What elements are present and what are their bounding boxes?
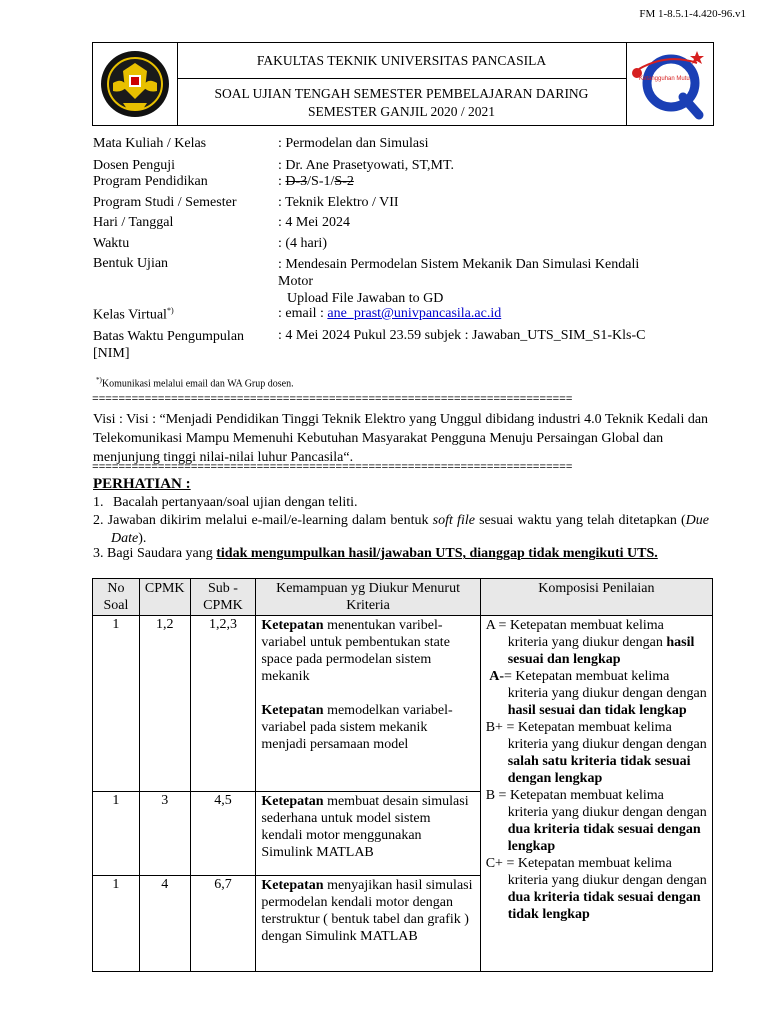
instruction-1 bbox=[93, 494, 709, 512]
kemampuan-text: memodelkan variabel-variabel pada sistem mekanik menjadi persamaan model bbox=[261, 703, 453, 752]
exam-title-line2: SEMESTER GANJIL 2020 / 2021 bbox=[307, 104, 495, 119]
cell-cpmk: 1,2 bbox=[139, 616, 190, 792]
cell-komposisi bbox=[480, 616, 712, 972]
grade-a-minus-bold: hasil sesuai dan tidak lengkap bbox=[507, 703, 687, 718]
value-hari: : 4 Mei 2024 bbox=[278, 215, 350, 230]
cell-no: 1 bbox=[93, 792, 140, 876]
cell-cpmk: 4 bbox=[139, 876, 190, 972]
cell-sub: 1,2,3 bbox=[190, 616, 256, 792]
batas-label-line1: Batas Waktu Pengumpulan bbox=[93, 329, 245, 344]
value-bentuk bbox=[278, 256, 639, 307]
grade-c-plus-bold: dua kriteria tidak sesuai dengan tidak lengkap bbox=[507, 890, 701, 922]
instruction-3-bold: tidak mengumpulkan hasil/jawaban UTS, dianggap tidak mengikuti UTS. bbox=[216, 546, 658, 561]
footnote-sup: *) bbox=[96, 376, 102, 384]
kemampuan-item bbox=[261, 702, 474, 753]
exam-title bbox=[177, 79, 626, 121]
kemampuan-text: membuat desain simulasi sederhana untuk model sistem kendali motor menggunakan Simulink MATLAB bbox=[261, 794, 469, 860]
program-d3: D-3 bbox=[285, 174, 308, 189]
kelas-sup: *) bbox=[166, 306, 174, 315]
label-dosen: Dosen Penguji bbox=[93, 158, 176, 173]
header-title-block bbox=[177, 43, 627, 125]
quality-logo bbox=[627, 43, 713, 125]
q-logo-text: Ketangguhan Mutu bbox=[639, 76, 690, 82]
cell-no: 1 bbox=[93, 616, 140, 792]
instruction-2-c: ). bbox=[138, 531, 147, 546]
instruction-1-text: Bacalah pertanyaan/soal ujian dengan teliti. bbox=[113, 495, 358, 510]
grade-a-minus bbox=[486, 668, 707, 719]
grade-a-minus-label: A- bbox=[489, 669, 504, 684]
instruction-2-num: 2. bbox=[93, 513, 104, 528]
value-waktu: : (4 hari) bbox=[278, 236, 327, 251]
q-quality-icon bbox=[627, 43, 713, 125]
kemampuan-bold: Ketepatan bbox=[261, 878, 324, 893]
grade-b-bold: dua kriteria tidak sesuai dengan lengkap bbox=[507, 822, 701, 854]
grade-a-bold: hasil sesuai dan lengkap bbox=[507, 635, 695, 667]
kemampuan-bold: Ketepatan bbox=[261, 703, 324, 718]
cell-kemampuan bbox=[256, 616, 480, 792]
label-bentuk: Bentuk Ujian bbox=[93, 256, 169, 271]
faculty-name: FAKULTAS TEKNIK UNIVERSITAS PANCASILA bbox=[177, 43, 626, 79]
kelas-prefix: : email : bbox=[278, 306, 328, 321]
value-dosen: : Dr. Ane Prasetyowati, ST,MT. bbox=[278, 158, 455, 173]
assessment-table bbox=[92, 578, 713, 972]
cell-cpmk: 3 bbox=[139, 792, 190, 876]
label-program: Program Pendidikan bbox=[93, 174, 208, 189]
grade-b-plus-text: B+ = Ketepatan membuat kelima kriteria yang diukur dengan dengan bbox=[485, 720, 707, 752]
value-program bbox=[278, 174, 354, 190]
value-mata-kuliah: : Permodelan dan Simulasi bbox=[278, 136, 429, 151]
instruction-2-b: sesuai waktu yang telah ditetapkan ( bbox=[474, 513, 686, 528]
instruction-3-num: 3. bbox=[93, 546, 104, 561]
header-sub-cpmk: Sub - CPMK bbox=[190, 579, 256, 616]
kelas-label-text: Kelas Virtual bbox=[93, 307, 167, 323]
grade-b bbox=[486, 787, 707, 855]
cell-sub: 4,5 bbox=[190, 792, 256, 876]
cell-no: 1 bbox=[93, 876, 140, 972]
label-kelas-virtual bbox=[93, 306, 174, 324]
university-logo bbox=[93, 43, 178, 125]
kemampuan-text: menentukan varibel-variabel untuk pembentukan state space pada permodelan sistem mekanik bbox=[261, 618, 450, 684]
instruction-3-a: Bagi Saudara yang bbox=[107, 546, 217, 561]
bentuk-line1: : Mendesain Permodelan Sistem Mekanik Dan Simulasi Kendali bbox=[278, 257, 640, 272]
label-waktu: Waktu bbox=[93, 236, 130, 251]
grade-b-plus-bold: salah satu kriteria tidak sesuai dengan lengkap bbox=[507, 754, 691, 786]
cell-sub: 6,7 bbox=[190, 876, 256, 972]
grade-b-plus bbox=[486, 719, 707, 787]
label-batas bbox=[93, 328, 244, 362]
table-row bbox=[93, 616, 713, 792]
value-batas: : 4 Mei 2024 Pukul 23.59 subjek : Jawaban_UTS_SIM_S1-Kls-C bbox=[278, 328, 646, 343]
value-kelas-virtual bbox=[278, 306, 501, 322]
label-mata-kuliah: Mata Kuliah / Kelas bbox=[93, 136, 207, 151]
form-code: FM 1-8.5.1-4.420-96.v1 bbox=[639, 8, 746, 20]
kemampuan-bold: Ketepatan bbox=[261, 794, 324, 809]
grade-b-text: B = Ketepatan membuat kelima kriteria yang diukur dengan dengan bbox=[485, 788, 707, 820]
document-header bbox=[92, 42, 714, 126]
grade-c-plus-text: C+ = Ketepatan membuat kelima kriteria yang diukur dengan dengan bbox=[485, 856, 707, 888]
header-kemampuan: Kemampuan yg Diukur Menurut Kriteria bbox=[256, 579, 480, 616]
bentuk-line2: Motor bbox=[278, 274, 313, 289]
grade-a-minus-text: = Ketepatan membuat kelima kriteria yang diukur dengan dengan bbox=[504, 669, 707, 701]
footnote-text: Komunikasi melalui email dan WA Grup dosen. bbox=[101, 378, 294, 390]
label-prodi: Program Studi / Semester bbox=[93, 195, 237, 210]
grade-a-text: A = Ketepatan membuat kelima kriteria yang diukur dengan bbox=[485, 618, 667, 650]
label-hari: Hari / Tanggal bbox=[93, 215, 174, 230]
cell-kemampuan bbox=[256, 792, 480, 876]
kemampuan-bold: Ketepatan bbox=[261, 618, 324, 633]
program-s2: S-2 bbox=[334, 174, 354, 189]
program-s1: /S-1/ bbox=[307, 174, 335, 189]
separator-bottom: ========================================================================= bbox=[92, 462, 573, 474]
separator-top: ========================================================================= bbox=[92, 394, 573, 406]
kemampuan-item bbox=[261, 617, 474, 685]
cell-kemampuan bbox=[256, 876, 480, 972]
program-prefix: : bbox=[278, 174, 286, 189]
visi-statement: Visi : Visi : “Menjadi Pendidikan Tinggi Teknik Elektro yang Unggul dibidang industri 4.0 Teknik Kedali dan Telekomunikasi Mampu Memenuhi Kebutuhan Masyarakat Pengguna Menuju Persaingan Global dan menjunjung tinggi nilai-nilai luhur Pancasila“. bbox=[93, 412, 709, 465]
header-cpmk: CPMK bbox=[139, 579, 190, 616]
batas-label-line2: [NIM] bbox=[93, 346, 130, 361]
instruction-2-soft: soft file bbox=[432, 513, 475, 528]
grade-c-plus bbox=[486, 855, 707, 923]
exam-title-line1: SOAL UJIAN TENGAH SEMESTER PEMBELAJARAN DARING bbox=[214, 86, 589, 101]
bentuk-line3: Upload File Jawaban to GD bbox=[287, 291, 444, 306]
instruction-3 bbox=[93, 545, 709, 563]
footnote bbox=[96, 376, 294, 389]
garuda-emblem-icon bbox=[93, 43, 177, 125]
value-prodi: : Teknik Elektro / VII bbox=[278, 195, 399, 210]
instruction-1-num: 1. bbox=[93, 495, 104, 510]
perhatian-heading: PERHATIAN : bbox=[93, 476, 191, 492]
instruction-2 bbox=[93, 512, 709, 548]
instruction-2-a: Jawaban dikirim melalui e-mail/e-learning dalam bentuk bbox=[107, 513, 433, 528]
kemampuan-text: menyajikan hasil simulasi permodelan kendali motor dengan terstruktur ( bentuk tabel dan grafik ) dengan Simulink MATLAB bbox=[261, 878, 473, 944]
header-no-soal: No Soal bbox=[93, 579, 140, 616]
instruction-2-due: Due Date bbox=[111, 513, 709, 546]
grade-a bbox=[486, 617, 707, 668]
email-link[interactable]: ane_prast@univpancasila.ac.id bbox=[327, 306, 502, 321]
header-komposisi: Komposisi Penilaian bbox=[480, 579, 712, 616]
